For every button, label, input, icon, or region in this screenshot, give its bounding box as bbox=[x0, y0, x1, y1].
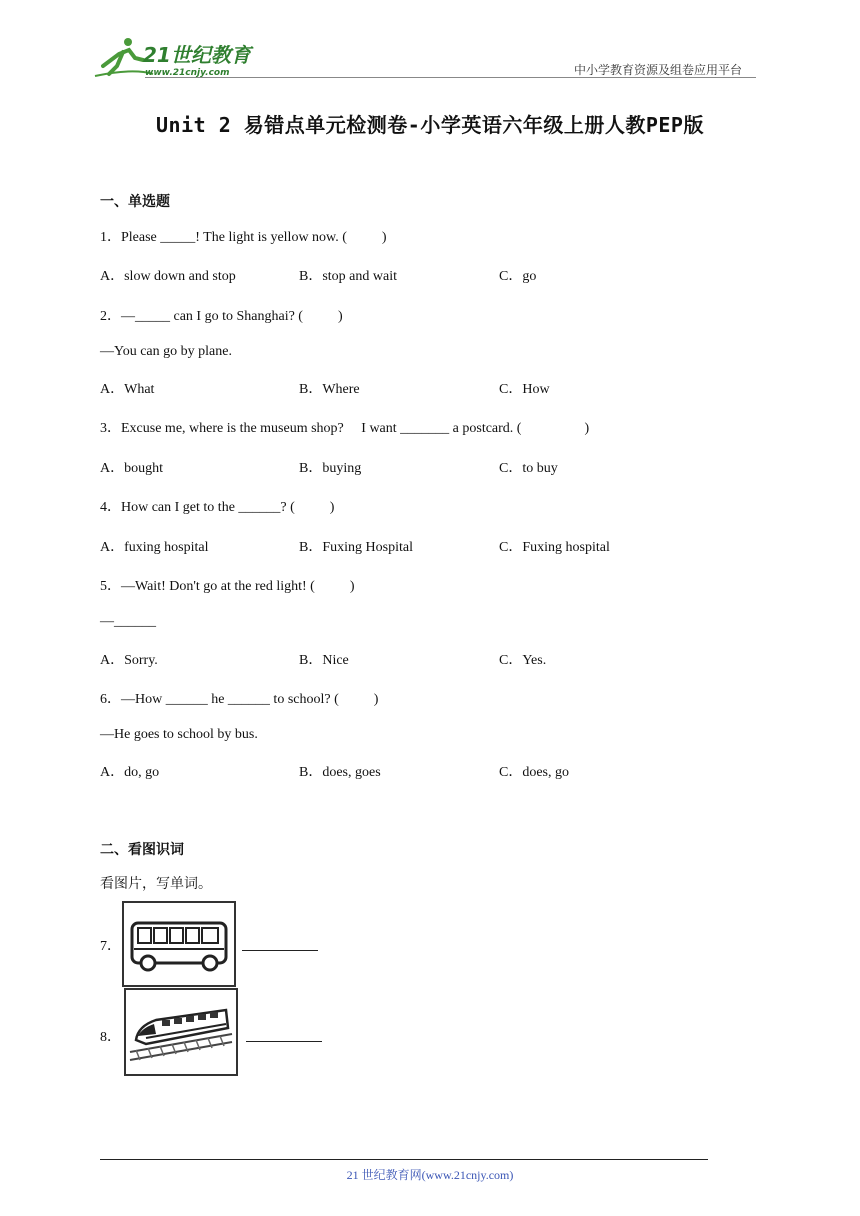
question-7-answer-line[interactable] bbox=[242, 950, 318, 951]
question-6-stem: 6．—How ______ he ______ to school? ( ) bbox=[100, 692, 379, 707]
question-6-reply: —He goes to school by bus. bbox=[100, 727, 258, 742]
question-6-option-b: B．does, goes bbox=[299, 765, 381, 780]
header-platform-text: 中小学教育资源及组卷应用平台 bbox=[574, 63, 743, 77]
bus-icon bbox=[122, 901, 236, 987]
question-2-option-a: A．What bbox=[100, 382, 155, 397]
question-3-stem: 3．Excuse me, where is the museum shop? I want _______ a postcard. ( ) bbox=[100, 421, 590, 436]
question-4-stem: 4．How can I get to the ______? ( ) bbox=[100, 500, 335, 515]
question-1-stem: 1．Please _____! The light is yellow now. ( ) bbox=[100, 230, 387, 245]
question-4-option-a: A．fuxing hospital bbox=[100, 540, 209, 555]
logo-main-text: 21世纪教育 bbox=[143, 43, 251, 67]
question-5-option-a: A．Sorry. bbox=[100, 653, 158, 668]
question-7-number: 7． bbox=[100, 939, 121, 954]
page-title: Unit 2 易错点单元检测卷-小学英语六年级上册人教PEP版 bbox=[156, 113, 704, 137]
question-2-stem: 2．—_____ can I go to Shanghai? ( ) bbox=[100, 309, 343, 324]
question-5-reply: —______ bbox=[100, 614, 156, 629]
question-5-option-c: C．Yes. bbox=[499, 653, 547, 668]
question-1-option-b: B．stop and wait bbox=[299, 269, 397, 284]
section-heading-2: 二、看图识词 bbox=[100, 842, 184, 858]
question-2-option-c: C．How bbox=[499, 382, 550, 397]
question-6-option-a: A．do, go bbox=[100, 765, 160, 780]
question-3-option-c: C．to buy bbox=[499, 461, 558, 476]
site-logo bbox=[93, 36, 263, 80]
header-divider bbox=[145, 77, 756, 78]
question-5-option-b: B．Nice bbox=[299, 653, 349, 668]
question-2-reply: —You can go by plane. bbox=[100, 344, 232, 359]
logo-sub-text: www.21cnjy.com bbox=[145, 68, 230, 78]
question-2-option-b: B．Where bbox=[299, 382, 360, 397]
question-1-option-c: C．go bbox=[499, 269, 537, 284]
question-3-option-a: A．bought bbox=[100, 461, 163, 476]
section-heading-1: 一、单选题 bbox=[100, 194, 170, 210]
footer-text: 21 世纪教育网(www.21cnjy.com) bbox=[346, 1168, 514, 1182]
question-8-number: 8． bbox=[100, 1030, 121, 1045]
train-icon bbox=[124, 988, 238, 1076]
question-4-option-c: C．Fuxing hospital bbox=[499, 540, 610, 555]
section-2-instruction: 看图片，写单词。 bbox=[100, 876, 212, 892]
question-4-option-b: B．Fuxing Hospital bbox=[299, 540, 413, 555]
question-3-option-b: B．buying bbox=[299, 461, 362, 476]
footer-divider bbox=[100, 1159, 708, 1160]
question-6-option-c: C．does, go bbox=[499, 765, 569, 780]
question-1-option-a: A．slow down and stop bbox=[100, 269, 236, 284]
question-5-stem: 5．—Wait! Don't go at the red light! ( ) bbox=[100, 579, 355, 594]
question-8-answer-line[interactable] bbox=[246, 1041, 322, 1042]
